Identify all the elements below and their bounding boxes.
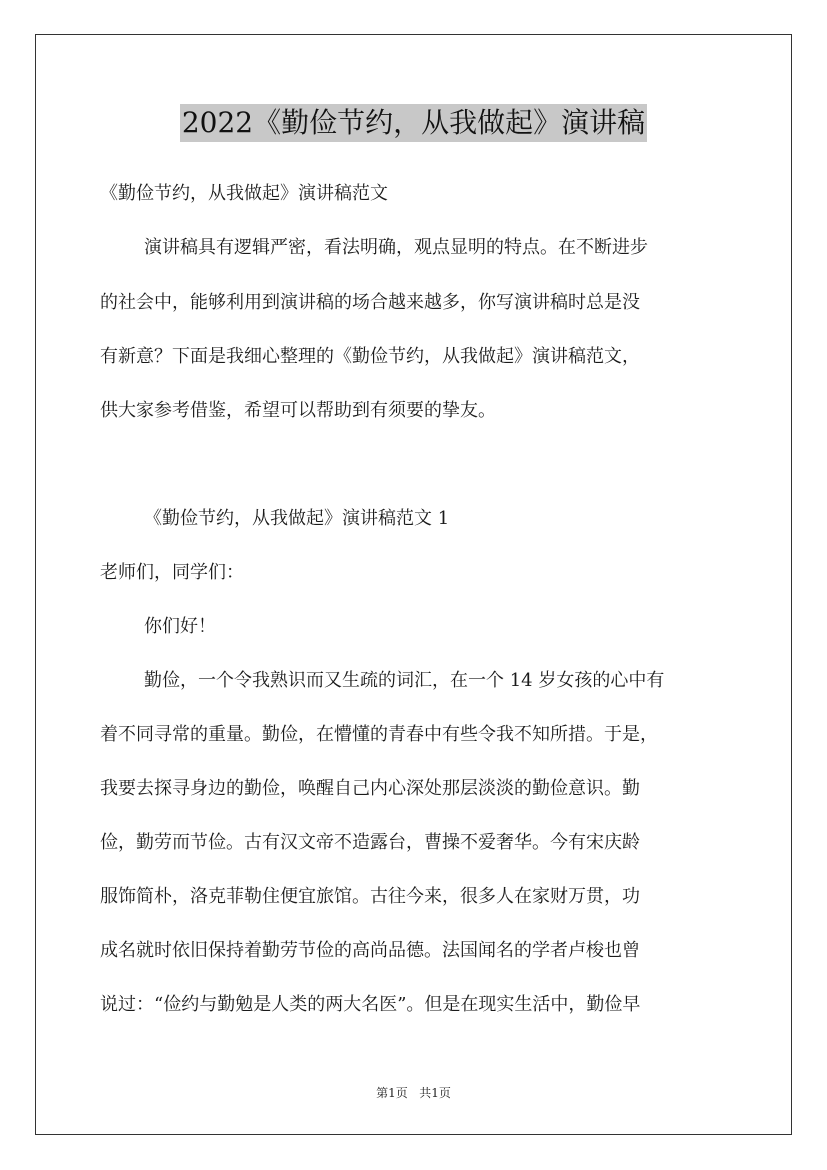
salutation: 老师们，同学们：	[100, 562, 244, 583]
page-footer: 第1页 共1页	[376, 1086, 451, 1100]
intro-line: 的社会中，能够利用到演讲稿的场合越来越多，你写演讲稿时总是没	[100, 292, 640, 313]
document-title: 2022《勤俭节约，从我做起》演讲稿	[180, 104, 647, 142]
title-container	[0, 104, 827, 142]
document-subtitle: 《勤俭节约，从我做起》演讲稿范文	[100, 183, 388, 204]
body-line: 勤俭，一个令我熟识而又生疏的词汇，在一个 14 岁女孩的心中有	[144, 670, 665, 691]
section-heading: 《勤俭节约，从我做起》演讲稿范文 1	[144, 508, 450, 529]
body-line: 成名就时依旧保持着勤劳节俭的高尚品德。法国闻名的学者卢梭也曾	[100, 940, 640, 961]
body-line: 服饰简朴，洛克菲勒住便宜旅馆。古往今来，很多人在家财万贯，功	[100, 886, 640, 907]
greeting: 你们好！	[144, 616, 216, 637]
body-line: 俭，勤劳而节俭。古有汉文帝不造露台，曹操不爱奢华。今有宋庆龄	[100, 832, 640, 853]
intro-line: 演讲稿具有逻辑严密，看法明确，观点显明的特点。在不断进步	[144, 237, 648, 258]
body-line: 我要去探寻身边的勤俭，唤醒自己内心深处那层淡淡的勤俭意识。勤	[100, 778, 640, 799]
body-line: 说过：“俭约与勤勉是人类的两大名医”。但是在现实生活中，勤俭早	[100, 994, 641, 1015]
intro-line: 有新意？下面是我细心整理的《勤俭节约，从我做起》演讲稿范文，	[100, 346, 640, 367]
body-line: 着不同寻常的重量。勤俭，在懵懂的青春中有些令我不知所措。于是，	[100, 724, 658, 745]
intro-line: 供大家参考借鉴，希望可以帮助到有须要的挚友。	[100, 400, 496, 421]
